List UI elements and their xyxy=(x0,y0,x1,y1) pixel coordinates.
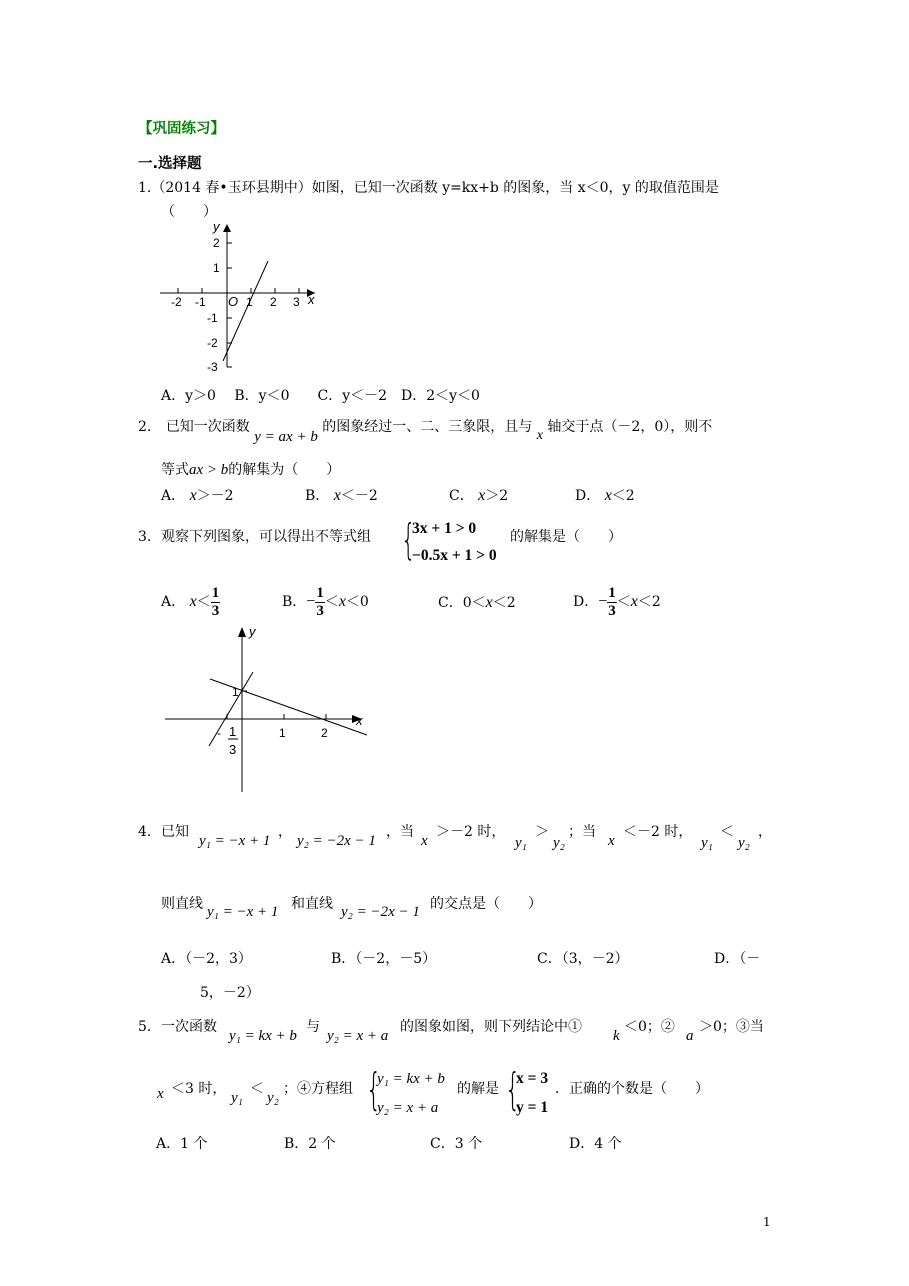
q1-y-tick-label: 1 xyxy=(213,261,220,275)
q1-x-tick-label: -1 xyxy=(195,295,206,309)
frac-num: 1 xyxy=(211,585,220,601)
q3-option-a xyxy=(161,585,220,619)
q5-lt: ＜ xyxy=(250,1081,264,1097)
q5-sol-2: y = 1 xyxy=(516,1099,549,1116)
q2-line2 xyxy=(161,461,340,479)
q4-text6: ， xyxy=(758,824,772,840)
q4-lt: ＜ xyxy=(720,824,734,840)
q5-sys-eq-2: y₂ = x + a xyxy=(377,1100,439,1116)
option-label: C． xyxy=(449,488,474,504)
option-rel: ＜ xyxy=(196,594,211,610)
q3-text1: 观察下列图象，可以得出不等式组 xyxy=(161,529,371,545)
q4-option-d: D．（－ xyxy=(714,951,761,967)
q4-y2: y₂ xyxy=(553,835,565,851)
q4-option-b: B．（－2，－5） xyxy=(331,951,437,967)
frac-den: 3 xyxy=(608,602,616,619)
q5-y2: y₂ xyxy=(267,1090,279,1106)
option-var: x xyxy=(604,487,612,504)
q4-text2: ，当 xyxy=(386,824,414,840)
q5-var-x: x xyxy=(157,1086,164,1102)
q2-text1: 已知一次函数 xyxy=(165,419,250,435)
q1-y-tick-label: -2 xyxy=(207,336,218,350)
page-number: 1 xyxy=(763,1215,771,1229)
q5-formula-1: y₁ = kx + b xyxy=(229,1028,297,1044)
q1-origin-label: O xyxy=(228,294,239,309)
q3-num: 3. xyxy=(138,529,152,545)
option-var: x xyxy=(630,593,638,610)
q4-line2-text1: 则直线 xyxy=(161,896,203,912)
part-title: 一.选择题 xyxy=(138,156,202,172)
q3-option-d xyxy=(573,585,661,619)
q2-text3: 轴交于点（－2，0），则不 xyxy=(547,419,713,435)
q3-x-tick-label: 1 xyxy=(279,726,286,740)
option-rel: ＜ xyxy=(324,594,339,610)
frac-num: 1 xyxy=(608,585,616,601)
q4-var-x: x xyxy=(421,833,428,849)
option-pre: 0＜ xyxy=(462,595,486,611)
q4-option-a: A．（－2，3） xyxy=(161,951,252,967)
fraction xyxy=(607,585,617,619)
option-var: x xyxy=(333,487,341,504)
q1-options: A．y＞0 B．y＜0 C．y＜－2 D．2＜y＜0 xyxy=(161,388,480,404)
q1-x-axis-label: x xyxy=(308,292,315,307)
q5-option-d: D．4 个 xyxy=(569,1136,622,1152)
q1-x-tick-label: 3 xyxy=(293,295,300,309)
q4-option-d-cont: 5，－2） xyxy=(200,985,260,1001)
q2-text5: 的解集为（ ） xyxy=(228,462,341,478)
q1-y-arrow xyxy=(223,224,231,232)
q4-text3: ＞－2 时， xyxy=(436,824,506,840)
q5-text8: 的解是 xyxy=(457,1081,499,1097)
q5-k: k xyxy=(613,1028,620,1044)
q3-option-b xyxy=(282,585,369,619)
q2-num: 2. xyxy=(138,419,152,435)
q5-option-c: C．3 个 xyxy=(430,1136,483,1152)
q5-sol-1: x = 3 xyxy=(516,1070,549,1087)
section-title: 【巩固练习】 xyxy=(138,121,225,137)
q1-y-tick-label: -1 xyxy=(207,311,218,325)
q5-text7: ；④方程组 xyxy=(283,1081,353,1097)
q3-text2: 的解集是（ ） xyxy=(510,529,622,545)
q3-y-axis-label: y xyxy=(249,624,256,639)
q5-option-a: A．1 个 xyxy=(156,1136,208,1152)
option-rest: ＜－2 xyxy=(340,488,378,504)
q5-brace-1: { xyxy=(366,1064,382,1115)
option-rest: ＞2 xyxy=(485,488,509,504)
q1-x-tick-label: -2 xyxy=(171,295,182,309)
q5-y1: y₁ xyxy=(231,1090,243,1106)
q4-y2: y₂ xyxy=(738,835,750,851)
q4-line2-formula-2: y₂ = −2x − 1 xyxy=(341,904,420,920)
q5-text5: ＞0；③当 xyxy=(699,1019,764,1035)
frac-den: 3 xyxy=(316,602,324,619)
q3-x-tick-label: 2 xyxy=(321,726,328,740)
q4-num: 4. xyxy=(138,824,152,840)
q2-option-a xyxy=(161,486,234,505)
q3-eq-1: 3x + 1 > 0 xyxy=(412,520,477,537)
fraction xyxy=(211,585,221,619)
frac-num: 1 xyxy=(316,585,324,601)
q4-var-x: x xyxy=(608,833,615,849)
q2-var-x: x xyxy=(536,428,543,443)
q5-brace-2: { xyxy=(505,1064,521,1115)
q1-y-tick-label: 2 xyxy=(213,236,220,250)
q4-line2-formula-1: y₁ = −x + 1 xyxy=(207,904,279,920)
q5-text9: ．正确的个数是（ ） xyxy=(555,1081,709,1097)
option-rest: ＜2 xyxy=(492,595,516,611)
q2-formula-2: ax > b xyxy=(189,462,229,478)
q4-option-c: C．（3，－2） xyxy=(537,951,629,967)
q3-option-c xyxy=(438,593,516,612)
option-sign: − xyxy=(306,593,316,610)
option-label: A． xyxy=(161,594,186,610)
q1-paren: （ ） xyxy=(161,204,217,220)
option-var: x xyxy=(485,594,493,611)
q2-line1 xyxy=(138,418,713,445)
q5-a: a xyxy=(686,1028,694,1044)
option-label: D． xyxy=(573,594,599,610)
q3-y-arrow xyxy=(238,627,246,637)
q1-text: 1.（2014 春•玉环县期中）如图，已知一次函数 y=kx+b 的图象，当 x＜0，y 的取值范围是 xyxy=(138,180,719,196)
q3-y-tick-label: 1 xyxy=(232,685,239,699)
q4-y1: y₁ xyxy=(701,835,713,851)
q4-line2-text3: 的交点是（ ） xyxy=(430,896,542,912)
option-var: x xyxy=(338,593,346,610)
q3-frac-den: 3 xyxy=(229,742,237,757)
q4-text1: 已知 xyxy=(161,824,189,840)
option-rest: ＜2 xyxy=(611,488,635,504)
q4-text4: ；当 xyxy=(568,824,596,840)
q3-x-axis-label: x xyxy=(356,713,363,728)
q4-y1: y₁ xyxy=(515,835,527,851)
option-rest: ＞－2 xyxy=(196,488,234,504)
option-var: x xyxy=(189,487,197,504)
q5-text2: 与 xyxy=(306,1019,320,1035)
q2-option-d xyxy=(575,486,635,505)
q5-num: 5. xyxy=(138,1019,152,1035)
q5-text1: 一次函数 xyxy=(161,1019,217,1035)
option-var: x xyxy=(478,487,486,504)
q5-text3: 的图象如图，则下列结论中① xyxy=(400,1019,582,1035)
q1-function-line xyxy=(223,261,268,361)
option-rel: ＜ xyxy=(616,594,631,610)
option-label: B． xyxy=(305,488,330,504)
q2-option-c xyxy=(449,486,508,505)
frac-den: 3 xyxy=(211,602,220,619)
q4-comma: ， xyxy=(278,824,292,840)
option-label: A． xyxy=(161,488,186,504)
q5-text4: ＜0；② xyxy=(624,1019,675,1035)
q5-sys-eq-1: y₁ = kx + b xyxy=(377,1071,445,1087)
q2-text2: 的图象经过一、二、三象限，且与 xyxy=(322,419,533,435)
q5-option-b: B．2 个 xyxy=(284,1136,336,1152)
q5-formula-2: y₂ = x + a xyxy=(327,1028,389,1044)
q3-eq-2: −0.5x + 1 > 0 xyxy=(412,547,497,564)
q4-text5: ＜－2 时， xyxy=(623,824,693,840)
option-var: x xyxy=(189,593,197,610)
q1-y-axis-label: y xyxy=(213,222,220,234)
fraction xyxy=(315,585,325,619)
q5-text6: ＜3 时， xyxy=(171,1081,227,1097)
q4-formula-1: y₁ = −x + 1 xyxy=(199,833,271,849)
option-label: D． xyxy=(575,488,601,504)
q1-x-tick-label: 2 xyxy=(270,295,277,309)
q2-formula-1: y = ax + b xyxy=(254,429,318,445)
q4-line2-text2: 和直线 xyxy=(291,896,333,912)
q3-frac-num: 1 xyxy=(229,724,237,739)
q1-graph xyxy=(150,222,330,372)
option-rel: ＜2 xyxy=(637,594,661,610)
q2-option-b xyxy=(305,486,378,505)
q3-brace: { xyxy=(401,515,416,564)
q3-neg-label: - xyxy=(217,726,221,740)
option-sign: − xyxy=(598,593,608,610)
q2-text4: 等式 xyxy=(161,462,189,478)
q3-graph xyxy=(160,622,375,797)
q1-y-tick-label: -3 xyxy=(207,360,218,372)
q1-x-tick-label: 1 xyxy=(246,295,253,309)
q4-gt: ＞ xyxy=(535,824,549,840)
option-rel: ＜0 xyxy=(345,594,369,610)
option-label: C． xyxy=(438,595,463,611)
q4-formula-2: y₂ = −2x − 1 xyxy=(297,833,376,849)
option-label: B． xyxy=(282,594,307,610)
